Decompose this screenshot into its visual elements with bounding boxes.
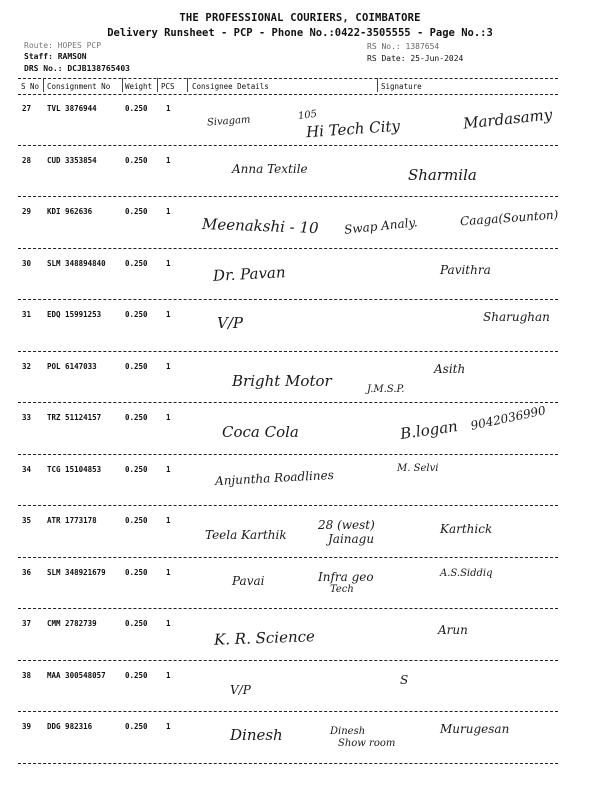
col-header-pcs: PCS: [161, 82, 175, 91]
row-consignment-number: ATR 1773178: [47, 516, 97, 525]
row-serial-number: 30: [22, 258, 32, 268]
handwritten-signature: 9042036990: [469, 403, 547, 433]
row-weight: 0.250: [125, 207, 148, 216]
handwritten-signature: Karthick: [440, 522, 493, 536]
row-divider: [18, 505, 558, 506]
handwritten-consignee-note: Meenakshi - 10: [201, 214, 319, 238]
row-serial-number: 27: [22, 104, 32, 113]
row-serial-number: 32: [22, 361, 32, 371]
handwritten-consignee-note: Asith: [434, 361, 466, 376]
row-serial-number: 34: [22, 464, 32, 474]
handwritten-consignee-note: Show room: [338, 738, 396, 749]
row-pieces: 1: [166, 310, 171, 319]
header-top-rule: [18, 78, 558, 79]
handwritten-signature: Murugesan: [440, 722, 510, 736]
row-divider: [18, 763, 558, 764]
handwritten-consignee-note: B.logan: [399, 417, 459, 443]
col-header-sno: S No: [21, 82, 40, 91]
handwritten-consignee-note: Bright Motor: [232, 371, 332, 390]
col-divider: [157, 78, 158, 92]
handwritten-consignee-note: Jainagu: [328, 532, 375, 546]
handwritten-consignee-note: 105: [297, 108, 318, 123]
handwritten-signature: Mardasamy: [462, 105, 554, 133]
drs-number: DRS No.: DCJB138765403: [24, 64, 130, 73]
row-serial-number: 35: [22, 516, 32, 525]
row-weight: 0.250: [125, 567, 148, 577]
row-divider: [18, 557, 558, 558]
row-serial-number: 37: [22, 619, 32, 628]
staff-label: Staff: RAMSON: [24, 52, 87, 61]
handwritten-consignee-note: Teela Karthik: [205, 528, 287, 542]
row-weight: 0.250: [125, 722, 148, 731]
handwritten-consignee-note: Dr. Pavan: [212, 262, 286, 285]
handwritten-consignee-note: Anna Textile: [232, 161, 308, 176]
company-title: THE PROFESSIONAL COURIERS, COIMBATORE: [179, 12, 421, 24]
row-consignment-number: SLM 348894840: [47, 258, 106, 268]
row-pieces: 1: [166, 464, 171, 474]
row-divider: [18, 608, 558, 609]
handwritten-signature: Pavithra: [440, 262, 491, 277]
row-weight: 0.250: [125, 361, 148, 371]
handwritten-consignee-note: 28 (west): [318, 518, 375, 532]
handwritten-consignee-note: Dinesh: [330, 726, 366, 737]
row-serial-number: 31: [22, 310, 32, 319]
handwritten-consignee-note: V/P: [217, 314, 243, 332]
handwritten-signature: M. Selvi: [397, 462, 439, 474]
row-consignment-number: CUD 3353854: [47, 155, 97, 165]
row-consignment-number: EDQ 15991253: [47, 310, 102, 319]
col-divider: [187, 78, 188, 92]
row-divider: [18, 351, 558, 352]
row-weight: 0.250: [125, 258, 148, 268]
handwritten-consignee-note: Infra geo: [318, 569, 374, 584]
row-pieces: 1: [166, 619, 171, 628]
row-consignment-number: SLM 348921679: [47, 567, 106, 577]
handwritten-consignee-note: Tech: [330, 583, 354, 595]
handwritten-consignee-note: Anjuntha Roadlines: [214, 467, 335, 488]
row-weight: 0.250: [125, 413, 148, 422]
row-divider: [18, 145, 558, 146]
row-divider: [18, 196, 558, 197]
row-pieces: 1: [166, 258, 171, 268]
col-header-consignee: Consignee Details: [192, 82, 269, 91]
row-pieces: 1: [166, 361, 171, 371]
row-consignment-number: MAA 300548057: [47, 670, 106, 680]
col-divider: [122, 78, 123, 92]
handwritten-signature: Sharmila: [408, 165, 477, 184]
row-serial-number: 29: [22, 207, 32, 216]
row-divider: [18, 248, 558, 249]
handwritten-consignee-note: Coca Cola: [222, 423, 299, 441]
row-consignment-number: TCG 15104853: [47, 464, 102, 474]
row-weight: 0.250: [125, 310, 148, 319]
row-serial-number: 39: [22, 722, 32, 731]
handwritten-signature: Caaga(Sounton): [459, 207, 559, 229]
row-serial-number: 36: [22, 567, 32, 577]
row-pieces: 1: [166, 670, 171, 680]
handwritten-signature: Sharughan: [483, 310, 550, 324]
runsheet-title: Delivery Runsheet - PCP - Phone No.:0422-3505555 - Page No.:3: [107, 27, 493, 39]
row-weight: 0.250: [125, 104, 148, 113]
header-bottom-rule: [18, 94, 558, 95]
handwritten-consignee-note: K. R. Science: [213, 627, 316, 649]
row-divider: [18, 299, 558, 300]
row-serial-number: 28: [22, 155, 32, 165]
row-consignment-number: DDG 982316: [47, 722, 93, 731]
row-pieces: 1: [166, 567, 171, 577]
col-divider: [377, 78, 378, 92]
col-divider: [43, 78, 44, 92]
row-divider: [18, 660, 558, 661]
row-weight: 0.250: [125, 670, 148, 680]
row-consignment-number: KDI 962636: [47, 207, 93, 216]
handwritten-consignee-note: Hi Tech City: [305, 116, 401, 142]
row-pieces: 1: [166, 516, 171, 525]
handwritten-signature: Arun: [438, 623, 468, 637]
row-consignment-number: TRZ 51124157: [47, 413, 102, 422]
row-pieces: 1: [166, 207, 171, 216]
rs-number: RS No.: 1387654: [367, 42, 440, 51]
handwritten-consignee-note: Dinesh: [230, 726, 283, 744]
handwritten-consignee-note: Pavai: [232, 573, 265, 588]
handwritten-consignee-note: Sivagam: [206, 114, 251, 129]
handwritten-signature: S: [400, 672, 409, 687]
row-divider: [18, 454, 558, 455]
rs-date: RS Date: 25-Jun-2024: [367, 54, 464, 63]
row-consignment-number: POL 6147033: [47, 361, 97, 371]
row-weight: 0.250: [125, 464, 148, 474]
handwritten-consignee-note: Swap Analy.: [343, 215, 419, 237]
route-label: Route: HOPES PCP: [24, 41, 102, 50]
col-header-signature: Signature: [381, 82, 422, 91]
col-header-consignment: Consignment No: [47, 82, 111, 91]
row-pieces: 1: [166, 413, 171, 422]
row-serial-number: 38: [22, 670, 32, 680]
row-pieces: 1: [166, 104, 171, 113]
row-serial-number: 33: [22, 413, 32, 422]
handwritten-consignee-note: V/P: [230, 682, 251, 697]
row-weight: 0.250: [125, 619, 148, 628]
handwritten-signature: A.S.Siddiq: [440, 567, 493, 579]
row-consignment-number: TVL 3876944: [47, 104, 97, 113]
row-consignment-number: CMM 2782739: [47, 619, 97, 628]
row-divider: [18, 402, 558, 403]
row-divider: [18, 711, 558, 712]
row-weight: 0.250: [125, 516, 148, 525]
row-weight: 0.250: [125, 155, 148, 165]
row-pieces: 1: [166, 155, 171, 165]
row-pieces: 1: [166, 722, 171, 731]
handwritten-signature: J.M.S.P.: [367, 383, 405, 395]
col-header-weight: Weight: [125, 82, 153, 91]
